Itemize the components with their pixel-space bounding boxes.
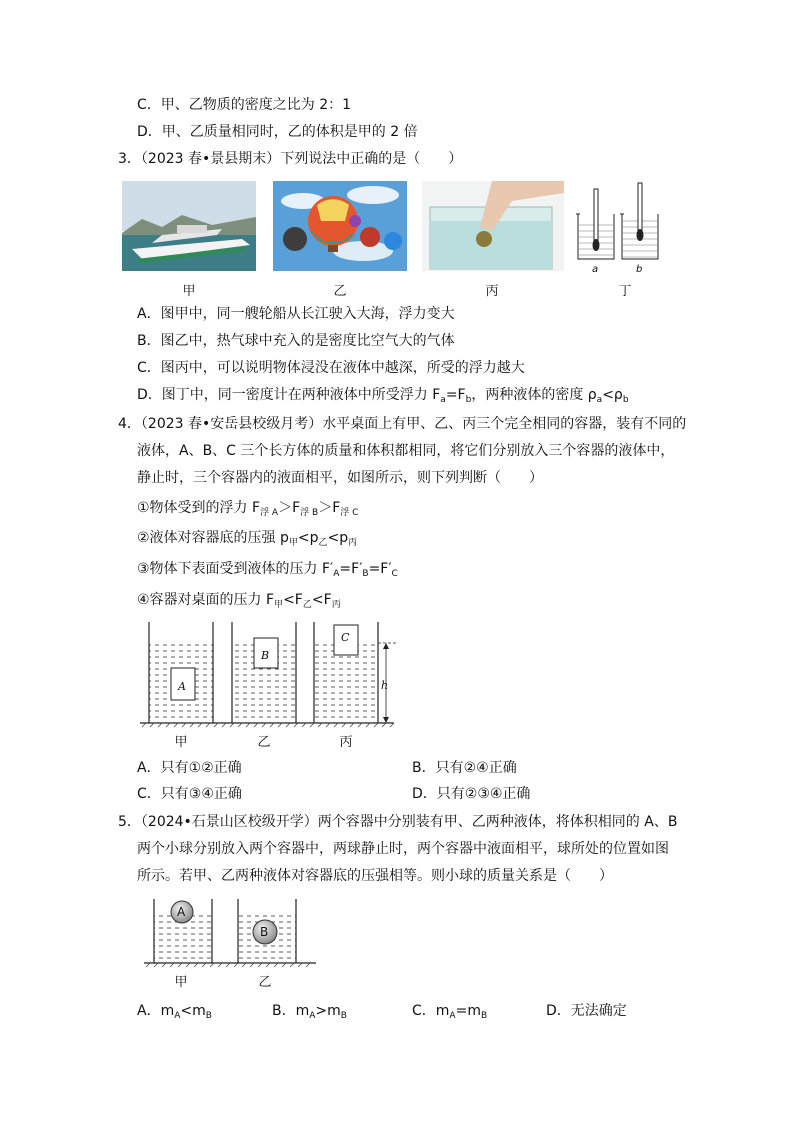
ball-label-a: A bbox=[177, 905, 186, 919]
q5-option-d: D．无法确定 bbox=[546, 1003, 627, 1019]
caption-ding: 丁 bbox=[618, 284, 632, 299]
beaker-label-b: b bbox=[636, 264, 643, 275]
q5-option-b: B．$m_A>m_B$ bbox=[272, 1003, 347, 1021]
q4-containers-diagram bbox=[138, 618, 398, 733]
q4-stem-2: 液体，A、B、C 三个长方体的质量和体积都相同，将它们分别放入三个容器的液体中， bbox=[137, 443, 675, 459]
q4-option-a: A．只有①②正确 bbox=[137, 760, 242, 776]
block-label-c: C bbox=[341, 631, 350, 644]
beaker-label-a: a bbox=[592, 264, 599, 275]
q5-stem-3: 所示。若甲、乙两种液体对容器底的压强相等。则小球的质量关系是（ ） bbox=[137, 868, 613, 884]
q4-statement-3: ③物体下表面受到液体的压力 $F'_A=F'_B=F'_C$ bbox=[137, 561, 398, 579]
ship-photo bbox=[122, 181, 256, 271]
q5-containers-diagram bbox=[142, 895, 318, 970]
q3-option-a: A．图甲中，同一艘轮船从长江驶入大海，浮力变大 bbox=[137, 306, 455, 322]
tank-photo bbox=[422, 181, 564, 271]
q4-statement-4: ④容器对桌面的压力 $F_甲<F_乙<F_丙$ bbox=[137, 592, 341, 610]
q3-option-d: D．图丁中，同一密度计在两种液体中所受浮力 $F_a=F_b$，两种液体的密度 $\rho_a<\rho_b$ bbox=[137, 387, 629, 405]
q3-option-c: C．图丙中，可以说明物体浸没在液体中越深，所受的浮力越大 bbox=[137, 360, 525, 376]
ball-label-b: B bbox=[260, 925, 269, 939]
q5-stem-1: 5．（2024•石景山区校级开学）两个容器中分别装有甲、乙两种液体，将体积相同的 A、B bbox=[118, 814, 678, 830]
q4-stem-1: 4．（2023 春•安岳县校级月考）水平桌面上有甲、乙、丙三个完全相同的容器，装有不同的 bbox=[118, 416, 687, 432]
q2-option-c: C．甲、乙物质的密度之比为 2：1 bbox=[137, 97, 352, 113]
q4-caption-jia: 甲 bbox=[174, 735, 188, 750]
caption-jia: 甲 bbox=[182, 284, 196, 299]
q4-stem-3: 静止时，三个容器内的液面相平，如图所示，则下列判断（ ） bbox=[137, 470, 543, 486]
caption-bing: 丙 bbox=[485, 284, 499, 299]
balloons-photo bbox=[273, 181, 407, 271]
q4-option-c: C．只有③④正确 bbox=[137, 786, 242, 802]
q4-option-b: B．只有②④正确 bbox=[412, 760, 517, 776]
q4-option-d: D．只有②③④正确 bbox=[412, 786, 531, 802]
q5-option-a: A．$m_A<m_B$ bbox=[137, 1003, 212, 1021]
q3-stem: 3．（2023 春•景县期末）下列说法中正确的是（ ） bbox=[118, 151, 463, 167]
densimeter-beakers bbox=[574, 181, 670, 276]
q4-caption-bing: 丙 bbox=[339, 735, 353, 750]
q4-statement-1: ①物体受到的浮力 $F_{浮 A}>F_{浮 B}>F_{浮 C}$ bbox=[137, 500, 359, 518]
block-label-a: A bbox=[178, 680, 186, 693]
q5-stem-2: 两个小球分别放入两个容器中，两球静止时，两个容器中液面相平，球所处的位置如图 bbox=[137, 841, 669, 857]
q5-caption-jia: 甲 bbox=[174, 975, 188, 990]
q5-option-c: C．$m_A=m_B$ bbox=[412, 1003, 488, 1021]
q4-statement-2: ②液体对容器底的压强 $p_甲<p_乙<p_丙$ bbox=[137, 530, 358, 548]
q3-option-b: B．图乙中，热气球中充入的是密度比空气大的气体 bbox=[137, 333, 455, 349]
q2-option-d: D．甲、乙质量相同时，乙的体积是甲的 2 倍 bbox=[137, 124, 418, 140]
caption-yi: 乙 bbox=[333, 284, 347, 299]
q4-caption-yi: 乙 bbox=[257, 735, 271, 750]
height-label-h: h bbox=[381, 679, 389, 692]
block-label-b: B bbox=[261, 649, 270, 662]
q5-caption-yi: 乙 bbox=[258, 975, 272, 990]
